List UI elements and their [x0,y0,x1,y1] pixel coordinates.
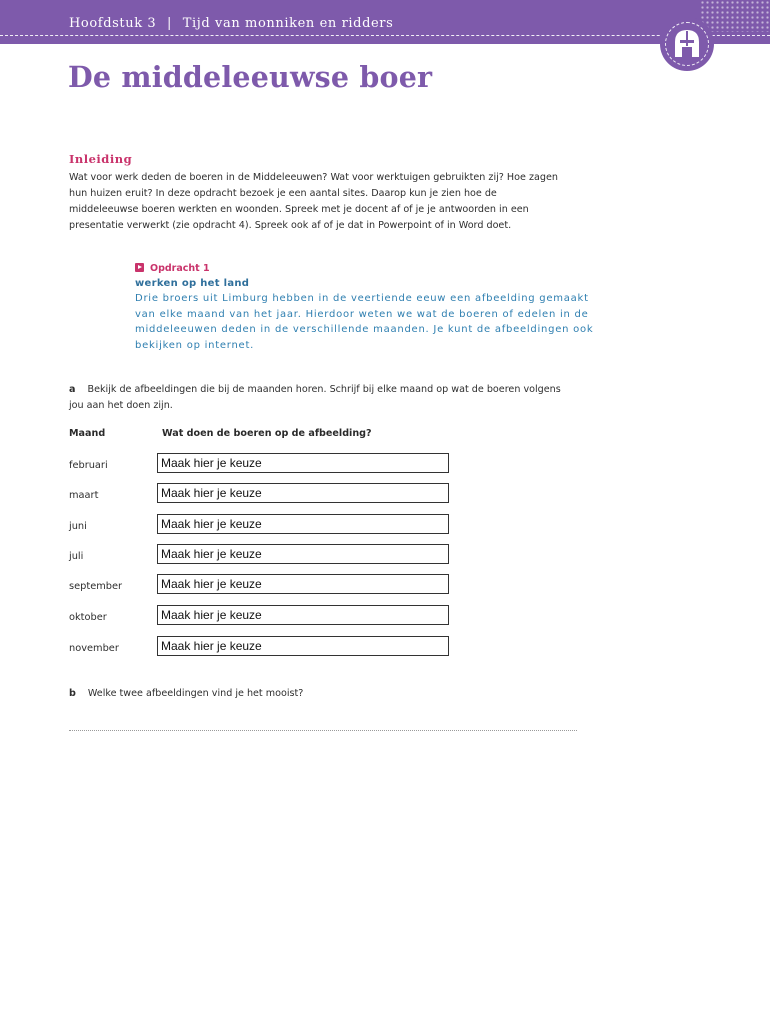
answer-line[interactable] [69,730,577,731]
question-a [69,382,569,414]
activity-dropdown[interactable]: Maak hier je keuze [157,453,449,473]
assignment-block [135,262,605,353]
table-header-month: Maand [69,428,106,439]
activity-dropdown[interactable]: Maak hier je keuze [157,544,449,564]
question-a-letter: a [69,384,76,395]
month-label: oktober [69,612,107,623]
activity-dropdown[interactable]: Maak hier je keuze [157,574,449,594]
activity-dropdown[interactable]: Maak hier je keuze [157,636,449,656]
chapter-number: Hoofdstuk 3 [69,16,157,31]
intro-heading: Inleiding [69,152,133,166]
assignment-text: Drie broers uit Limburg hebben in de veertiende eeuw een afbeelding gemaakt van elke maand van het jaar. Hierdoor weten we wat de boeren of edelen in de middeleeuwen deden in de verschillende maanden. Je kunt de afbeeldingen ook bekijken op internet. [135,293,594,351]
table-row [0,605,770,627]
chapter-header-band [0,0,770,44]
page-title: De middeleeuwse boer [68,60,433,94]
month-label: juli [69,551,84,562]
month-label: september [69,581,123,592]
header-dashed-line [0,35,770,36]
assignment-subtitle: werken op het land [135,278,250,289]
question-b-letter: b [69,688,76,699]
table-header-activity: Wat doen de boeren op de afbeelding? [162,428,372,439]
month-label: juni [69,521,87,532]
helmet-icon [672,27,702,59]
question-a-text: Bekijk de afbeeldingen die bij de maanden horen. Schrijf bij elke maand op wat de boeren volgens jou aan het doen zijn. [69,384,561,411]
chapter-title: Tijd van monniken en ridders [182,16,394,31]
table-row [0,636,770,658]
activity-dropdown[interactable]: Maak hier je keuze [157,483,449,503]
table-row [0,453,770,475]
table-row [0,544,770,566]
question-b-text: Welke twee afbeeldingen vind je het mooist? [87,688,304,699]
month-label: maart [69,490,99,501]
question-b [69,686,303,702]
activity-dropdown[interactable]: Maak hier je keuze [157,514,449,534]
table-row [0,574,770,596]
activity-dropdown[interactable]: Maak hier je keuze [157,605,449,625]
table-row [0,483,770,505]
header-dot-pattern [700,0,770,32]
assignment-label [135,262,605,276]
month-label: februari [69,460,108,471]
table-row [0,514,770,536]
chapter-badge [660,17,714,71]
chapter-header-title [69,16,393,31]
assignment-label-text: Opdracht 1 [150,263,210,274]
intro-text: Wat voor werk deden de boeren in de Middeleeuwen? Wat voor werktuigen gebruikten zij? Hoe zagen hun huizen eruit? In deze opdracht bezoek je een aantal sites. Daarop kun je zien hoe de middeleeuwse boeren werkten en woonden. Spreek met je docent af of je je antwoorden in een presentatie verwerkt (zie opdracht 4). Spreek ook af of je dat in Powerpoint of in Word doet. [69,172,558,231]
chapter-separator: | [167,16,172,31]
month-label: november [69,643,119,654]
play-arrow-icon [135,263,144,272]
